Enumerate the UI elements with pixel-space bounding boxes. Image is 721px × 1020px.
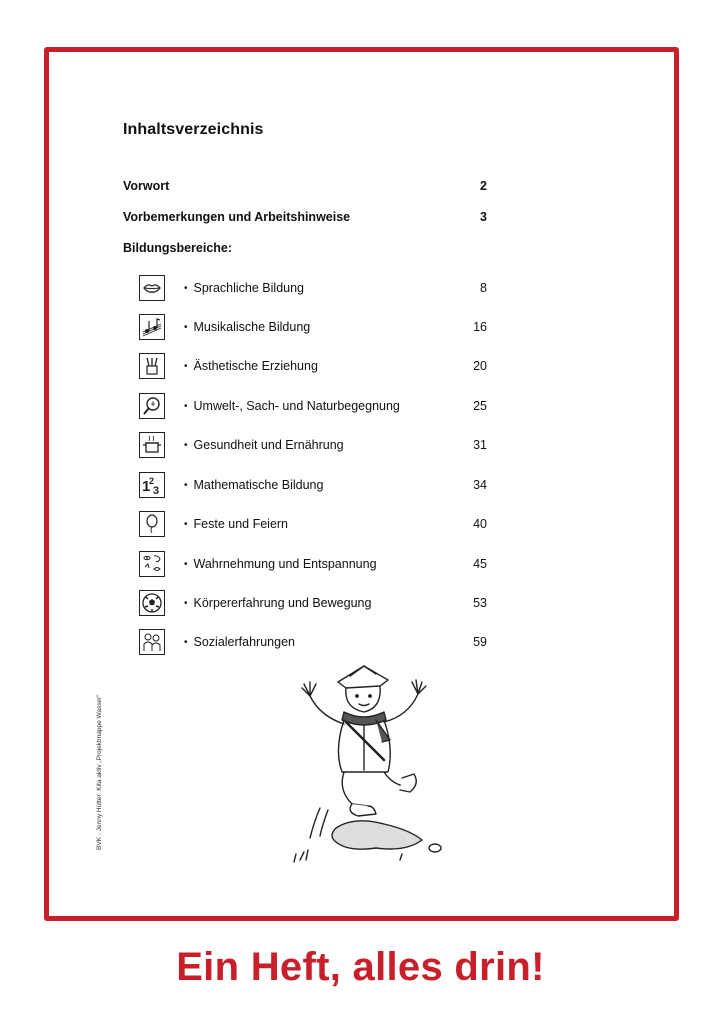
toc-entry-label: • Wahrnehmung und Entspannung [184,557,473,571]
toc-entry-page: 31 [473,438,487,452]
toc-entry-label: • Sozialerfahrungen [184,635,473,649]
toc-entry-page: 20 [473,359,487,373]
svg-text:3: 3 [153,485,160,496]
toc-entry-label: • Feste und Feiern [184,517,473,531]
toc-entry-page: 45 [473,557,487,571]
toc-entry-label: • Umwelt-, Sach- und Naturbegegnung [184,399,473,413]
paint-brushes-icon [139,353,165,379]
toc-entry-page: 16 [473,320,487,334]
toc-entry-label: • Musikalische Bildung [184,320,473,334]
slogan: Ein Heft, alles drin! [176,945,545,989]
toc-entry[interactable] [139,589,487,617]
toc-row-label: Vorbemerkungen und Arbeitshinweise [123,210,351,224]
magnifier-icon [139,393,165,419]
toc-entry[interactable] [139,431,487,459]
svg-text:1: 1 [142,478,151,495]
toc-row-page: 2 [480,179,487,193]
balloon-icon [139,511,165,537]
toc-entry-label: • Sprachliche Bildung [184,281,480,295]
toc-entry[interactable] [139,392,487,420]
toc-entry-page: 34 [473,478,487,492]
toc-entry-label: • Mathematische Bildung [184,478,473,492]
section-heading-label: Bildungsbereiche: [123,241,233,255]
toc-entry[interactable] [139,471,487,499]
football-icon [139,590,165,616]
toc-entry-page: 53 [473,596,487,610]
toc-entry[interactable] [139,313,487,341]
toc-entry[interactable] [139,510,487,538]
toc-entry[interactable] [139,550,487,578]
toc-entry-label: • Körpererfahrung und Bewegung [184,596,473,610]
senses-face-icon [139,551,165,577]
side-credit: BVK · Jenny Hütter: Kita aktiv „Projektmappe Wasser“ [96,694,103,850]
toc-entry[interactable] [139,274,487,302]
toc-entry-label: • Gesundheit und Ernährung [184,438,473,452]
toc-entry[interactable] [139,628,487,656]
lips-icon [139,275,165,301]
toc-row-label: Vorwort [123,179,170,193]
jumping-child-illustration [280,660,450,870]
music-notes-icon [139,314,165,340]
toc-title: Inhaltsverzeichnis [123,121,264,138]
toc-entry-page: 59 [473,635,487,649]
toc-entry-page: 8 [480,281,487,295]
toc-entry-page: 40 [473,517,487,531]
toc-row-vorbemerkungen[interactable] [123,210,487,224]
toc-row-vorwort[interactable] [123,179,487,193]
toc-entry-page: 25 [473,399,487,413]
toc-entry-label: • Ästhetische Erziehung [184,359,473,373]
children-icon [139,629,165,655]
toc-row-page: 3 [480,210,487,224]
toc-section-heading [123,241,487,255]
numbers-icon [139,472,165,498]
cooking-pot-icon [139,432,165,458]
toc-entry[interactable] [139,352,487,380]
svg-text:2: 2 [149,476,155,486]
